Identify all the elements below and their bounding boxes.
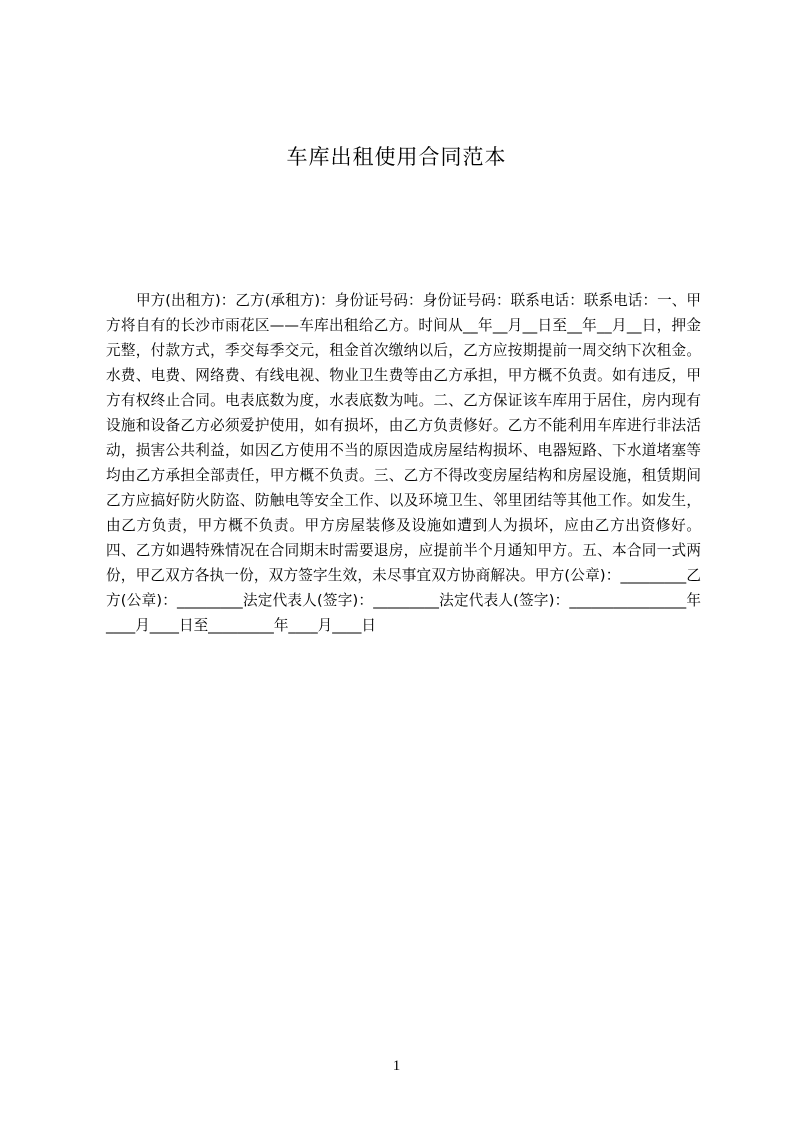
- document-title: 车库出租使用合同范本: [286, 145, 507, 169]
- page-number: 1: [392, 1058, 401, 1074]
- contract-body: 甲方(出租方)：乙方(承租方)：身份证号码：身份证号码：联系电话：联系电话：一、甲方将自有的长沙市雨花区——车库出租给乙方。时间从__年__月__日至__年__月__日，押金元整，付款方式，季交每季交元，租金首次缴纳以后，乙方应按期提前一周交纳下次租金。水费、电费、网络费、有线电视、物业卫生费等由乙方承担，甲方概不负责。如有违反，甲方有权终止合同。电表底数为度，水表底数为吨。二、乙方保证该车库用于居住，房内现有设施和设备乙方必须爱护使用，如有损坏，由乙方负责修好。乙方不能利用车库进行非法活动，损害公共利益，如因乙方使用不当的原因造成房屋结构损坏、电器短路、下水道堵塞等均由乙方承担全部责任，甲方概不负责。三、乙方不得改变房屋结构和房屋设施，租赁期间乙方应搞好防火防盗、防触电等安全工作、以及环境卫生、邻里团结等其他工作。如发生，由乙方负责，甲方概不负责。甲方房屋装修及设施如遭到人为损坏，应由乙方出资修好。四、乙方如遇特殊情况在合同期末时需要退房，应提前半个月通知甲方。五、本合同一式两份，甲乙双方各执一份，双方签字生效，未尽事宜双方协商解决。甲方(公章)：_________乙方(公章)：_________法定代表人(签字)：_________法定代表人(签字)：________________年____月____日至_________年____月____日: [106, 292, 701, 634]
